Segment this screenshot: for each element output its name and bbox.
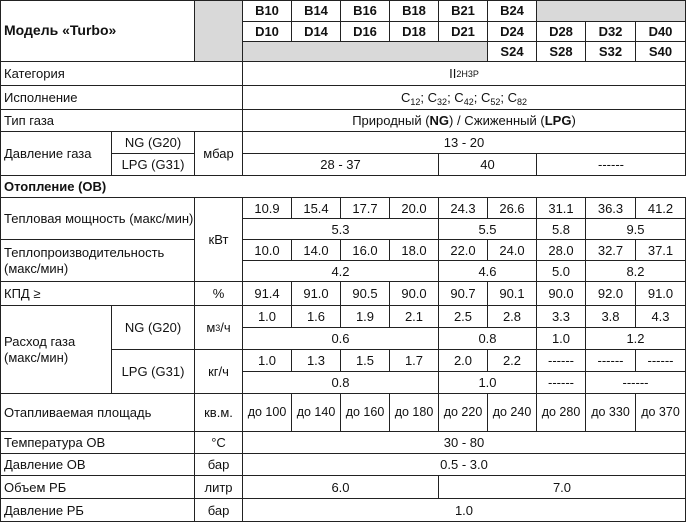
efficiency-value: 90.0 (390, 282, 439, 306)
heat-power-label: Тепловая мощность (макс/мин) (0, 198, 195, 240)
execution-label: Исполнение (0, 86, 243, 110)
gas-flow-lpg-max-value: 1.0 (243, 350, 292, 372)
efficiency-unit: % (195, 282, 243, 306)
gas-flow-ng-max-value: 2.5 (439, 306, 488, 328)
efficiency-label: КПД ≥ (0, 282, 195, 306)
gas-flow-ng-label: NG (G20) (112, 306, 195, 350)
heat-power-max-value: 20.0 (390, 198, 439, 219)
gas-flow-lpg-max-value: 1.7 (390, 350, 439, 372)
heat-output-max-value: 16.0 (341, 240, 390, 261)
model-b24: B24 (488, 0, 537, 22)
area-value: до 140 (292, 394, 341, 432)
area-value: до 180 (390, 394, 439, 432)
heat-power-min-value: 5.3 (243, 219, 439, 240)
heating-section-title: Отопление (ОВ) (0, 176, 686, 198)
model-b14: B14 (292, 0, 341, 22)
area-value: до 100 (243, 394, 292, 432)
gas-flow-lpg-min-value: 0.8 (243, 372, 439, 394)
heat-output-max-value: 28.0 (537, 240, 586, 261)
heat-power-max-value: 26.6 (488, 198, 537, 219)
gas-flow-ng-max-value: 1.9 (341, 306, 390, 328)
execution-item-sub: 42 (463, 97, 474, 107)
execution-item-base: C (454, 90, 464, 105)
execution-item-sub: 82 (516, 97, 527, 107)
gas-flow-lpg-min-value: 1.0 (439, 372, 537, 394)
execution-item-sub: 12 (410, 97, 421, 107)
heat-power-max-value: 17.7 (341, 198, 390, 219)
category-main: II (449, 66, 457, 81)
model-d24: D24 (488, 22, 537, 42)
gas-flow-lpg-max-value: ------ (586, 350, 636, 372)
gas-flow-ng-max-value: 1.0 (243, 306, 292, 328)
model-d14: D14 (292, 22, 341, 42)
heat-power-max-value: 36.3 (586, 198, 636, 219)
heat-output-max-value: 10.0 (243, 240, 292, 261)
area-value: до 280 (537, 394, 586, 432)
gas-type-label: Тип газа (0, 110, 243, 132)
model-d16: D16 (341, 22, 390, 42)
execution-item-base: C (480, 90, 491, 105)
header-gray-cell (537, 0, 686, 22)
gas-flow-ng-unit: м 3 /ч (195, 306, 243, 350)
unit-base: м (206, 320, 216, 335)
area-value: до 220 (439, 394, 488, 432)
model-label: Модель «Turbo» (0, 0, 195, 62)
heat-power-min-value: 5.8 (537, 219, 586, 240)
gas-pressure-ng-label: NG (G20) (112, 132, 195, 154)
efficiency-value: 91.0 (292, 282, 341, 306)
gas-ng: NG (429, 113, 450, 128)
gas-flow-ng-max-value: 2.8 (488, 306, 537, 328)
heat-output-max-value: 18.0 (390, 240, 439, 261)
pressure-unit: бар (195, 454, 243, 476)
heat-output-label: Теплопроизводительность (макс/мин) (0, 240, 195, 282)
execution-list (401, 90, 527, 105)
area-value: до 240 (488, 394, 537, 432)
efficiency-value: 90.0 (537, 282, 586, 306)
heat-output-min-value: 4.2 (243, 261, 439, 282)
model-s40: S40 (636, 42, 686, 62)
model-d10: D10 (243, 22, 292, 42)
gas-flow-ng-max-value: 4.3 (636, 306, 686, 328)
execution-separator: ; (500, 90, 508, 105)
header-gray-cell-s (243, 42, 488, 62)
gas-flow-lpg-max-value: 1.5 (341, 350, 390, 372)
execution-item-base: C (427, 90, 438, 105)
execution-item (454, 90, 473, 105)
tank-pressure-unit: бар (195, 499, 243, 522)
gas-mid: / Сжиженный (457, 113, 537, 128)
heat-output-max-value: 22.0 (439, 240, 488, 261)
gas-flow-lpg-max-value: ------ (537, 350, 586, 372)
gas-flow-ng-min-value: 1.2 (586, 328, 686, 350)
gas-flow-lpg-min-value: ------ (537, 372, 586, 394)
gas-flow-ng-min-value: 0.8 (439, 328, 537, 350)
model-b21: B21 (439, 0, 488, 22)
gas-flow-ng-max-value: 1.6 (292, 306, 341, 328)
heat-output-max-value: 37.1 (636, 240, 686, 261)
heat-power-min-value: 9.5 (586, 219, 686, 240)
model-s28: S28 (537, 42, 586, 62)
gas-flow-lpg-label: LPG (G31) (112, 350, 195, 394)
heat-power-max-value: 41.2 (636, 198, 686, 219)
gas-flow-lpg-min-value: ------ (586, 372, 686, 394)
temperature-value: 30 - 80 (243, 432, 686, 454)
gas-flow-lpg-max-value: 2.0 (439, 350, 488, 372)
gas-pressure-lpg-value: 40 (439, 154, 537, 176)
execution-item-base: C (507, 90, 517, 105)
area-unit: кв.м. (195, 394, 243, 432)
execution-item (401, 90, 420, 105)
efficiency-value: 91.4 (243, 282, 292, 306)
tank-volume-value: 6.0 (243, 476, 439, 499)
gas-pressure-lpg-label: LPG (G31) (112, 154, 195, 176)
tank-volume-value: 7.0 (439, 476, 686, 499)
execution-item (508, 90, 527, 105)
gas-flow-lpg-unit: кг/ч (195, 350, 243, 394)
heat-output-max-value: 32.7 (586, 240, 636, 261)
efficiency-value: 90.5 (341, 282, 390, 306)
gas-pressure-unit: мбар (195, 132, 243, 176)
execution-separator: ; (447, 90, 455, 105)
model-d40: D40 (636, 22, 686, 42)
category-value: II 2H3P (243, 62, 686, 86)
execution-value (243, 86, 686, 110)
tank-pressure-value: 1.0 (243, 499, 686, 522)
heat-output-max-value: 24.0 (488, 240, 537, 261)
gas-flow-ng-max-value: 2.1 (390, 306, 439, 328)
gas-flow-ng-max-value: 3.8 (586, 306, 636, 328)
model-b10: B10 (243, 0, 292, 22)
model-s32: S32 (586, 42, 636, 62)
tank-volume-label: Объем РБ (0, 476, 195, 499)
efficiency-value: 90.7 (439, 282, 488, 306)
pressure-value: 0.5 - 3.0 (243, 454, 686, 476)
gas-flow-lpg-max-value: 2.2 (488, 350, 537, 372)
temperature-label: Температура ОВ (0, 432, 195, 454)
gas-flow-ng-min-value: 1.0 (537, 328, 586, 350)
efficiency-value: 90.1 (488, 282, 537, 306)
gas-flow-ng-min-value: 0.6 (243, 328, 439, 350)
unit-rest: /ч (220, 320, 231, 335)
area-label: Отапливаемая площадь (0, 394, 195, 432)
pressure-label: Давление ОВ (0, 454, 195, 476)
model-d18: D18 (390, 22, 439, 42)
heat-power-min-value: 5.5 (439, 219, 537, 240)
heat-power-max-value: 15.4 (292, 198, 341, 219)
execution-item-sub: 32 (437, 97, 448, 107)
model-d28: D28 (537, 22, 586, 42)
gas-pressure-ng-value: 13 - 20 (243, 132, 686, 154)
area-value: до 160 (341, 394, 390, 432)
execution-item-sub: 52 (490, 97, 501, 107)
efficiency-value: 92.0 (586, 282, 636, 306)
gas-pressure-lpg-value: 28 - 37 (243, 154, 439, 176)
tank-pressure-label: Давление РБ (0, 499, 195, 522)
tank-volume-unit: литр (195, 476, 243, 499)
gas-type-value: Природный ( NG ) / Сжиженный ( LPG ) (243, 110, 686, 132)
header-blank-cell (195, 0, 243, 62)
model-d32: D32 (586, 22, 636, 42)
model-b16: B16 (341, 0, 390, 22)
efficiency-value: 91.0 (636, 282, 686, 306)
category-label: Категория (0, 62, 243, 86)
gas-pressure-lpg-value: ------ (537, 154, 686, 176)
execution-item-base: C (401, 90, 411, 105)
model-s24: S24 (488, 42, 537, 62)
power-unit: кВт (195, 198, 243, 282)
execution-separator: ; (473, 90, 481, 105)
gas-natural: Природный (352, 113, 422, 128)
model-b18: B18 (390, 0, 439, 22)
gas-lpg: LPG (544, 113, 572, 128)
gas-flow-ng-max-value: 3.3 (537, 306, 586, 328)
model-d21: D21 (439, 22, 488, 42)
heat-output-min-value: 5.0 (537, 261, 586, 282)
heat-power-max-value: 24.3 (439, 198, 488, 219)
heat-power-max-value: 10.9 (243, 198, 292, 219)
gas-flow-lpg-max-value: 1.3 (292, 350, 341, 372)
execution-separator: ; (420, 90, 428, 105)
temperature-unit: °С (195, 432, 243, 454)
heat-output-max-value: 14.0 (292, 240, 341, 261)
area-value: до 370 (636, 394, 686, 432)
area-value: до 330 (586, 394, 636, 432)
gas-flow-lpg-max-value: ------ (636, 350, 686, 372)
heat-power-max-value: 31.1 (537, 198, 586, 219)
execution-item (481, 90, 500, 105)
heat-output-min-value: 4.6 (439, 261, 537, 282)
gas-pressure-label: Давление газа (0, 132, 112, 176)
heat-output-min-value: 8.2 (586, 261, 686, 282)
gas-flow-label: Расход газа (макс/мин) (0, 306, 112, 394)
execution-item (428, 90, 447, 105)
